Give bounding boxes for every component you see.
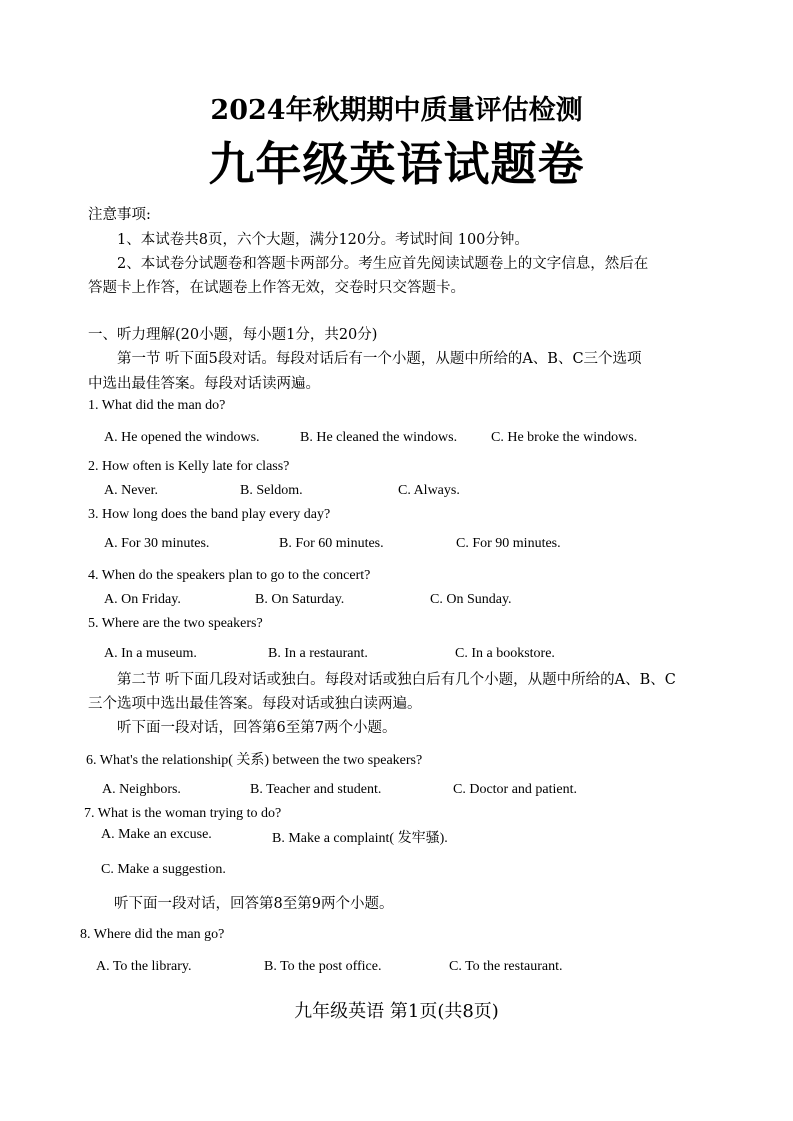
question-6-option-c: C. Doctor and patient. — [453, 782, 578, 797]
question-5-stem: 5. Where are the two speakers? — [88, 616, 263, 631]
question-2-stem: 2. How often is Kelly late for class? — [88, 459, 290, 474]
question-3-option-c: C. For 90 minutes. — [456, 536, 561, 551]
instructions-q6-q7: 听下面一段对话，回答第6至第7两个小题。 — [117, 720, 397, 736]
part2-instructions-line-2: 三个选项中选出最佳答案。每段对话或独白读两遍。 — [88, 696, 422, 712]
question-1-option-c: C. He broke the windows. — [491, 430, 638, 445]
notice-item-1: 1、本试卷共8页，六个大题，满分120分。考试时间 100分钟。 — [117, 232, 529, 248]
question-6-option-b: B. Teacher and student. — [250, 782, 382, 797]
question-1-stem: 1. What did the man do? — [88, 398, 226, 413]
question-8-option-c: C. To the restaurant. — [449, 959, 563, 974]
question-5-option-a: A. In a museum. — [104, 646, 197, 661]
question-2-option-c: C. Always. — [398, 483, 460, 498]
part1-instructions-line-2: 中选出最佳答案。每段对话读两遍。 — [88, 376, 320, 392]
page-footer: 九年级英语 第1页(共8页) — [294, 1001, 499, 1022]
question-2-option-a: A. Never. — [104, 483, 159, 498]
question-7-option-c: C. Make a suggestion. — [101, 862, 226, 877]
question-3-option-b: B. For 60 minutes. — [279, 536, 384, 551]
notice-item-2-line-1: 2、本试卷分试题卷和答题卡两部分。考生应首先阅读试题卷上的文字信息，然后在 — [117, 256, 649, 272]
question-2-option-b: B. Seldom. — [240, 483, 303, 498]
question-7-option-b: B. Make a complaint( 发牢骚). — [272, 831, 448, 846]
question-1-option-b: B. He cleaned the windows. — [300, 430, 458, 445]
question-8-option-a: A. To the library. — [96, 959, 192, 974]
question-4-stem: 4. When do the speakers plan to go to the concert? — [88, 568, 371, 583]
question-5-option-b: B. In a restaurant. — [268, 646, 368, 661]
question-7-stem: 7. What is the woman trying to do? — [84, 806, 282, 821]
question-6-option-a: A. Neighbors. — [102, 782, 181, 797]
question-5-option-c: C. In a bookstore. — [455, 646, 555, 661]
exam-subtitle: 2024年秋期期中质量评估检测 — [210, 95, 583, 126]
part2-instructions-line-1: 第二节 听下面几段对话或独白。每段对话或独白后有几个小题，从题中所给的A、B、C — [117, 672, 676, 688]
question-1-option-a: A. He opened the windows. — [104, 430, 260, 445]
question-3-option-a: A. For 30 minutes. — [104, 536, 210, 551]
question-3-stem: 3. How long does the band play every day? — [88, 507, 331, 522]
instructions-q8-q9: 听下面一段对话，回答第8至第9两个小题。 — [114, 896, 394, 912]
question-4-option-c: C. On Sunday. — [430, 592, 512, 607]
question-4-option-a: A. On Friday. — [104, 592, 181, 607]
question-6-stem: 6. What's the relationship( 关系) between the two speakers? — [86, 753, 423, 768]
part1-instructions-line-1: 第一节 听下面5段对话。每段对话后有一个小题，从题中所给的A、B、C三个选项 — [117, 351, 642, 367]
question-8-option-b: B. To the post office. — [264, 959, 382, 974]
exam-title: 九年级英语试题卷 — [208, 137, 585, 191]
question-4-option-b: B. On Saturday. — [255, 592, 345, 607]
notice-item-2-line-2: 答题卡上作答，在试题卷上作答无效，交卷时只交答题卡。 — [88, 280, 465, 296]
section-heading: 一、听力理解(20小题，每小题1分，共20分) — [88, 327, 378, 343]
question-7-option-a: A. Make an excuse. — [101, 827, 212, 842]
question-8-stem: 8. Where did the man go? — [80, 927, 225, 942]
notice-heading: 注意事项: — [88, 207, 151, 223]
